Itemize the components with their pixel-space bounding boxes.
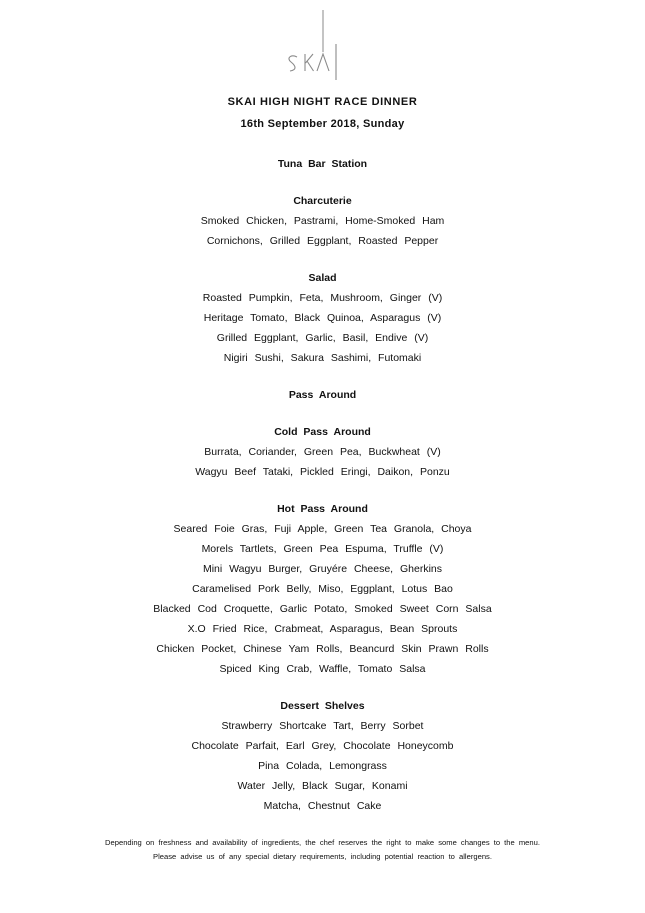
menu-item: Chocolate Parfait, Earl Grey, Chocolate Honeycomb <box>191 740 454 752</box>
menu-item: Strawberry Shortcake Tart, Berry Sorbet <box>221 720 424 732</box>
event-date: 16th September 2018, Sunday <box>240 118 405 130</box>
section-heading: Salad <box>308 272 337 284</box>
menu-item: Wagyu Beef Tataki, Pickled Eringi, Daikon, Ponzu <box>195 466 450 478</box>
menu-item: Mini Wagyu Burger, Gruyére Cheese, Gherkins <box>202 563 443 575</box>
menu-item: Blacked Cod Croquette, Garlic Potato, Smoked Sweet Corn Salsa <box>153 603 492 615</box>
menu-item: Morels Tartlets, Green Pea Espuma, Truffle (V) <box>201 543 444 555</box>
menu-section-salad <box>0 269 645 368</box>
section-heading: Cold Pass Around <box>274 426 371 438</box>
menu-item: Cornichons, Grilled Eggplant, Roasted Pepper <box>206 235 439 247</box>
menu-item: Caramelised Pork Belly, Miso, Eggplant, Lotus Bao <box>192 583 453 595</box>
event-title: SKAI HIGH NIGHT RACE DINNER <box>227 96 418 108</box>
menu-item: Burrata, Coriander, Green Pea, Buckwheat (V) <box>204 446 441 458</box>
skai-logo-mark <box>278 10 368 80</box>
menu-section-hot-pass-around <box>0 500 645 679</box>
footer-note <box>95 836 550 864</box>
footer-disclaimer: Depending on freshness and availability of ingredients, the chef reserves the right to make some changes to the menu. <box>105 838 540 847</box>
skai-logo <box>0 10 645 80</box>
menu-item: Matcha, Chestnut Cake <box>263 800 382 812</box>
menu-item: Water Jelly, Black Sugar, Konami <box>237 780 408 792</box>
menu-item: Spiced King Crab, Waffle, Tomato Salsa <box>219 663 426 675</box>
footer-allergen-note: Please advise us of any special dietary requirements, including potential reaction to allergens. <box>153 852 492 861</box>
menu-section-charcuterie <box>0 192 645 251</box>
section-heading: Tuna Bar Station <box>277 158 368 170</box>
section-heading: Hot Pass Around <box>277 503 368 515</box>
menu-item: Nigiri Sushi, Sakura Sashimi, Futomaki <box>223 352 422 364</box>
menu-section-pass-around <box>0 386 645 405</box>
menu-item: Pina Colada, Lemongrass <box>258 760 387 772</box>
menu-item: Seared Foie Gras, Fuji Apple, Green Tea Granola, Choya <box>173 523 472 535</box>
menu-list <box>0 155 645 816</box>
menu-section-cold-pass-around <box>0 423 645 482</box>
menu-item: Heritage Tomato, Black Quinoa, Asparagus (V) <box>203 312 442 324</box>
menu-item: X.O Fried Rice, Crabmeat, Asparagus, Bean Sprouts <box>187 623 458 635</box>
menu-item: Chicken Pocket, Chinese Yam Rolls, Beancurd Skin Prawn Rolls <box>156 643 489 655</box>
menu-section-tuna-bar <box>0 155 645 174</box>
section-heading: Pass Around <box>288 389 357 401</box>
section-heading: Charcuterie <box>293 195 352 207</box>
menu-item: Roasted Pumpkin, Feta, Mushroom, Ginger (V) <box>202 292 443 304</box>
menu-section-dessert-shelves <box>0 697 645 816</box>
menu-item: Smoked Chicken, Pastrami, Home-Smoked Ham <box>200 215 445 227</box>
menu-item: Grilled Eggplant, Garlic, Basil, Endive (V) <box>216 332 429 344</box>
section-heading: Dessert Shelves <box>280 700 365 712</box>
